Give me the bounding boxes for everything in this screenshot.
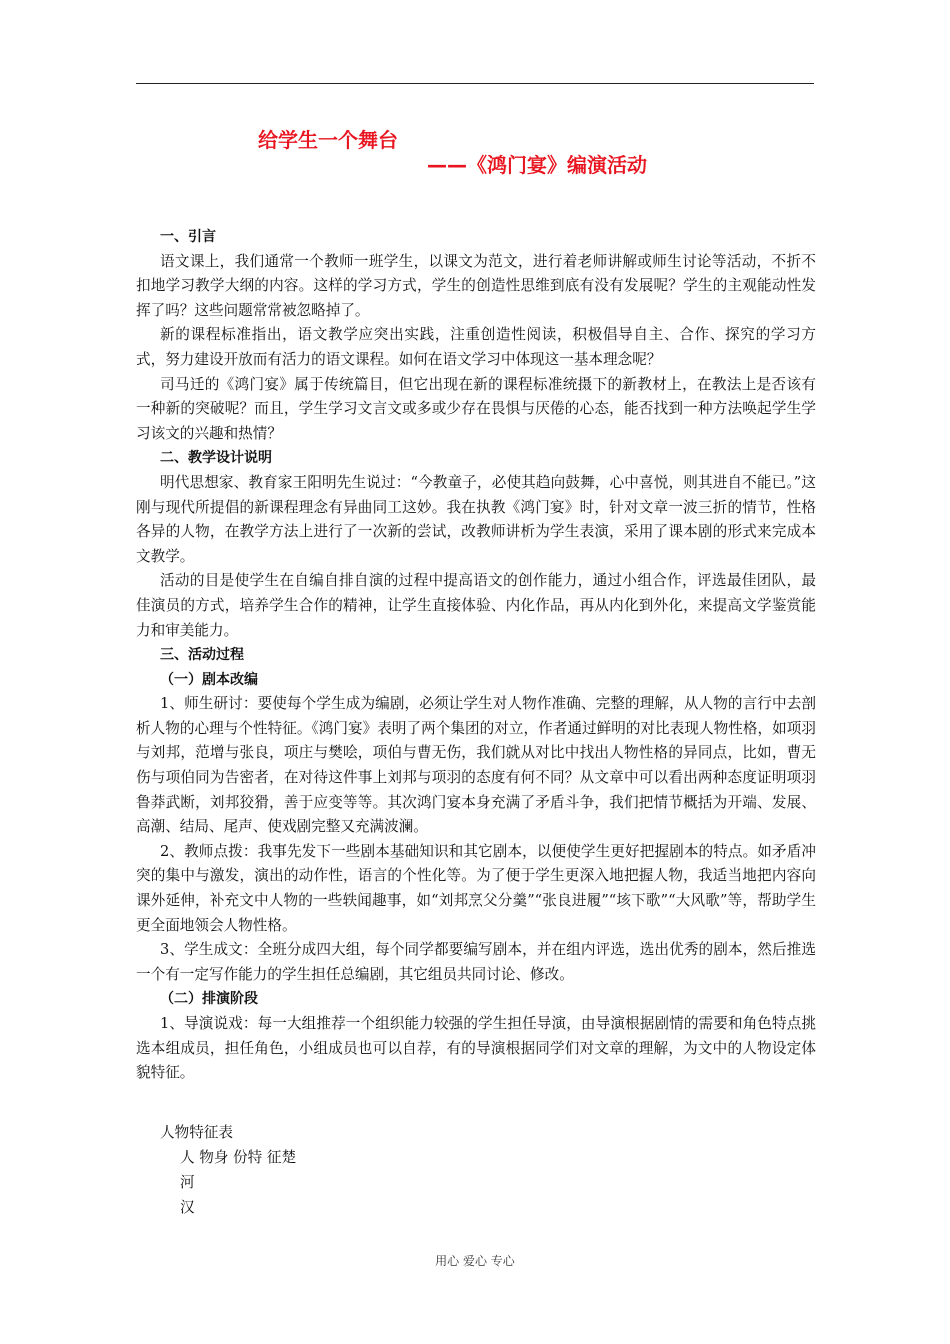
table-caption: 人物特征表 <box>160 1124 233 1141</box>
document-body <box>136 225 816 1086</box>
subsection-heading: （一）剧本改编 <box>160 671 258 688</box>
paragraph: 司马迁的《鸿门宴》属于传统篇目，但它出现在新的课程标准统摄下的新教材上，在教法上是否该有一种新的突破呢？而且，学生学习文言文或多或少存在畏惧与厌倦的心态，能否找到一种方法唤起学生学习该文的兴趣和热情？ <box>136 375 816 442</box>
table-row: 河 <box>180 1174 195 1191</box>
paragraph: 3、学生成文：全班分成四大组，每个同学都要编写剧本，并在组内评选，选出优秀的剧本，然后推选一个有一定写作能力的学生担任总编剧，其它组员共同讨论、修改。 <box>136 941 816 983</box>
paragraph: 语文课上，我们通常一个教师一班学生，以课文为范文，进行着老师讲解或师生讨论等活动，不折不扣地学习教学大纲的内容。这样的学习方式，学生的创造性思维到底有没有发展呢？学生的主观能动性发挥了吗？这些问题常常被忽略掉了。 <box>136 252 816 319</box>
section-heading: 一、引言 <box>160 229 216 245</box>
table-header: 人 物身 份特 征楚 <box>180 1149 297 1166</box>
paragraph: 1、导演说戏：每一大组推荐一个组织能力较强的学生担任导演，由导演根据剧情的需要和角色特点挑选本组成员，担任角色，小组成员也可以自荐，有的导演根据同学们对文章的理解，为文中的人物设定体貌特征。 <box>136 1015 816 1082</box>
paragraph: 2、教师点拨：我事先发下一些剧本基础知识和其它剧本，以便使学生更好把握剧本的特点。如矛盾冲突的集中与激发，演出的动作性，语言的个性化等。为了便于学生更深入地把握人物，我适当地把内容向课外延伸，补充文中人物的一些轶闻趣事，如“刘邦烹父分羹”“张良进履”“垓下歌”“大风歌”等，帮助学生更全面地领会人物性格。 <box>136 842 816 934</box>
document-subtitle: ——《鸿门宴》编演活动 <box>427 153 647 177</box>
paragraph: 1、师生研讨：要使每个学生成为编剧，必须让学生对人物作准确、完整的理解，从人物的言行中去剖析人物的心理与个性特征。《鸿门宴》表明了两个集团的对立，作者通过鲜明的对比表现人物性格，如项羽与刘邦，范增与张良，项庄与樊哙，项伯与曹无伤，我们就从对比中找出人物性格的异同点，比如，曹无伤与项伯同为告密者，在对待这件事上刘邦与项羽的态度有何不同？从文章中可以看出两种态度证明项羽鲁莽武断，刘邦狡猾，善于应变等等。其次鸿门宴本身充满了矛盾斗争，我们把情节概括为开端、发展、高潮、结局、尾声、使戏剧完整又充满波澜。 <box>136 695 816 836</box>
section-heading: 二、教学设计说明 <box>160 450 272 467</box>
table-row: 汉 <box>180 1199 195 1216</box>
paragraph: 明代思想家、教育家王阳明先生说过：“今教童子，必使其趋向鼓舞，心中喜悦，则其进自不能已。”这刚与现代所提倡的新课程理念有异曲同工这妙。我在执教《鸿门宴》时，针对文章一波三折的情节，性格各异的人物，在教学方法上进行了一次新的尝试，改教师讲析为学生表演，采用了课本剧的形式来完成本文教学。 <box>136 473 816 565</box>
page-footer: 用心 爱心 专心 <box>435 1254 515 1268</box>
paragraph: 活动的目是使学生在自编自排自演的过程中提高语文的创作能力，通过小组合作，评选最佳团队，最佳演员的方式，培养学生合作的精神，让学生直接体验、内化作品，再从内化到外化，来提高文学鉴赏能力和审美能力。 <box>136 572 816 639</box>
section-heading: 三、活动过程 <box>160 647 244 664</box>
document-title: 给学生一个舞台 <box>258 128 398 152</box>
header-rule <box>136 83 814 84</box>
subsection-heading: （二）排演阶段 <box>160 991 258 1008</box>
character-table <box>160 1120 296 1220</box>
paragraph: 新的课程标准指出，语文教学应突出实践，注重创造性阅读，积极倡导自主、合作、探究的学习方式，努力建设开放而有活力的语文课程。如何在语文学习中体现这一基本理念呢？ <box>136 326 816 368</box>
